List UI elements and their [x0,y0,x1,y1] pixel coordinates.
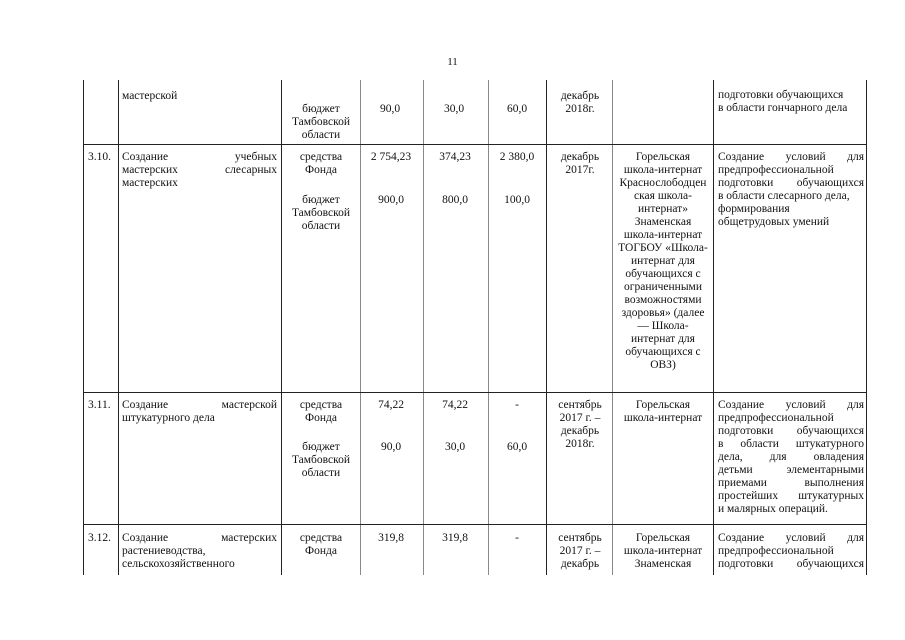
executor-line: ская школа- [634,190,692,202]
column-divider-2018 [488,80,489,575]
executor-line: — Школа- [637,320,689,332]
result-line: предпрофессиональной [718,545,834,557]
funding-2018: 60,0 [506,441,528,453]
row-deadline [550,399,610,451]
funding-total: 2 754,23 [370,151,412,163]
page-number: 11 [447,56,458,68]
table-right-border [866,80,867,575]
funding-source-line: средства [299,399,343,411]
funding-source [286,399,356,425]
result-line: подготовки обучающихся [718,558,864,570]
executor-line: Горельская [635,151,691,163]
top-result-line: в области гончарного дела [718,102,848,114]
column-divider-deadline [546,80,547,575]
funding-2018: 100,0 [504,194,530,206]
column-divider-source [281,80,282,575]
funding-source-line: бюджет [302,194,340,206]
funding-source-line: средства [299,151,343,163]
row-executor [614,532,712,571]
executor-line: Горельская [635,532,691,544]
row-name [122,532,277,571]
row-divider-3-12 [83,524,867,525]
result-line: Создание условий для [718,532,864,544]
executor-line: ОВЗ) [650,359,676,371]
result-line: Создание условий для [718,151,864,163]
row-name-line: Создание мастерской [122,399,277,411]
deadline-line: 2017 г. – [559,412,601,424]
executor-line: интернат» [638,203,688,215]
top-2017: 30,0 [443,103,465,115]
deadline-line: 2017 г. – [559,545,601,557]
top-name-tail: мастерской [122,90,178,102]
funding-2017: 800,0 [442,194,468,206]
funding-2017: 319,8 [442,532,468,544]
result-line: в области штукатурного [718,438,864,450]
funding-total: 74,22 [378,399,404,411]
row-name-line: Создание учебных [122,151,277,163]
funding-total: 90,0 [380,441,402,453]
row-number: 3.11. [88,399,111,411]
funding-2017: 30,0 [444,441,466,453]
row-number: 3.12. [88,532,111,544]
executor-line: школа-интернат [623,164,703,176]
funding-source-line: бюджет [302,441,340,453]
row-name [122,151,277,190]
row-executor [614,151,712,372]
row-result [718,399,864,516]
row-name-line: мастерских слесарных [122,164,277,176]
executor-line: ограниченными [624,281,702,293]
executor-line: Знаменская [634,216,692,228]
top-result [718,89,864,115]
executor-line: интернат для [631,255,695,267]
executor-line: обучающихся с [625,346,701,358]
funding-source-line: средства [299,532,343,544]
result-line: простейших штукатурных [718,490,864,502]
result-line: и малярных операций. [718,503,828,515]
column-divider-2017 [423,80,424,575]
funding-2017: 74,22 [442,399,468,411]
deadline-line: декабрь [560,558,600,570]
funding-source [286,532,356,558]
executor-line: школа-интернат [623,412,703,424]
funding-source-line: Фонда [305,545,337,557]
deadline-line: сентябрь [558,399,602,411]
funding-source-line: Фонда [305,164,337,176]
deadline-line: 2018г. [565,438,595,450]
row-name-line: мастерских [122,177,178,189]
top-result-line: подготовки обучающихся [718,89,844,101]
top-2018: 60,0 [506,103,528,115]
row-executor [614,399,712,425]
result-line: подготовки обучающихся [718,177,864,189]
deadline-line: сентябрь [558,532,602,544]
row-name-line: Создание мастерских [122,532,277,544]
executor-line: здоровья» (далее [621,307,705,319]
row-divider-3-11 [83,392,867,393]
funding-total: 900,0 [378,194,404,206]
executor-line: интернат для [631,333,695,345]
result-line: в области слесарного дела, [718,190,850,202]
row-name-line: сельскохозяйственного [122,558,235,570]
column-divider-name [118,80,119,575]
funding-source-line: Тамбовской [291,207,351,219]
executor-line: обучающихся с [625,268,701,280]
row-number: 3.10. [88,151,111,163]
funding-2018: - [515,532,519,544]
result-line: Создание условий для [718,399,864,411]
row-name-line: растениеводства, [122,545,206,557]
executor-line: Знаменская [634,558,692,570]
funding-2017: 374,23 [439,151,471,163]
result-line: формирования [718,203,790,215]
result-line: общетрудовых умений [718,216,830,228]
row-name-line: штукатурного дела [122,412,215,424]
funding-2018: 2 380,0 [499,151,535,163]
funding-2018: - [515,399,519,411]
deadline-line: декабрь [560,151,600,163]
result-line: предпрофессиональной [718,412,834,424]
column-divider-executor [612,80,613,575]
executor-line: ТОГБОУ «Школа- [618,242,708,254]
row-deadline [550,532,610,571]
top-source: бюджет Тамбовской области [291,103,351,141]
funding-total: 319,8 [378,532,404,544]
row-deadline [550,151,610,177]
column-divider-result [713,80,714,575]
funding-source [286,441,356,480]
funding-source-line: Тамбовской [291,454,351,466]
executor-line: Краснослободцен [619,177,707,189]
result-line: подготовки обучающихся [718,425,864,437]
result-line: предпрофессиональной [718,164,834,176]
result-line: дела, для овладения [718,451,864,463]
executor-line: возможностями [624,294,702,306]
top-total: 90,0 [379,103,401,115]
row-result [718,151,864,229]
funding-source-line: Фонда [305,412,337,424]
executor-line: Горельская [635,399,691,411]
funding-source-line: области [301,467,341,479]
executor-line: школа-интернат [623,229,703,241]
funding-source-line: области [301,220,341,232]
row-divider-top [83,144,867,145]
column-divider-total [360,80,361,575]
deadline-line: 2017г. [565,164,595,176]
executor-line: школа-интернат [623,545,703,557]
funding-source [286,194,356,233]
deadline-line: декабрь [560,425,600,437]
row-name [122,399,277,425]
table-left-border [83,80,84,575]
top-deadline: декабрь 2018г. [560,90,600,115]
row-result [718,532,864,571]
result-line: приемами выполнения [718,477,864,489]
result-line: детьми элементарными [718,464,864,476]
funding-source [286,151,356,177]
